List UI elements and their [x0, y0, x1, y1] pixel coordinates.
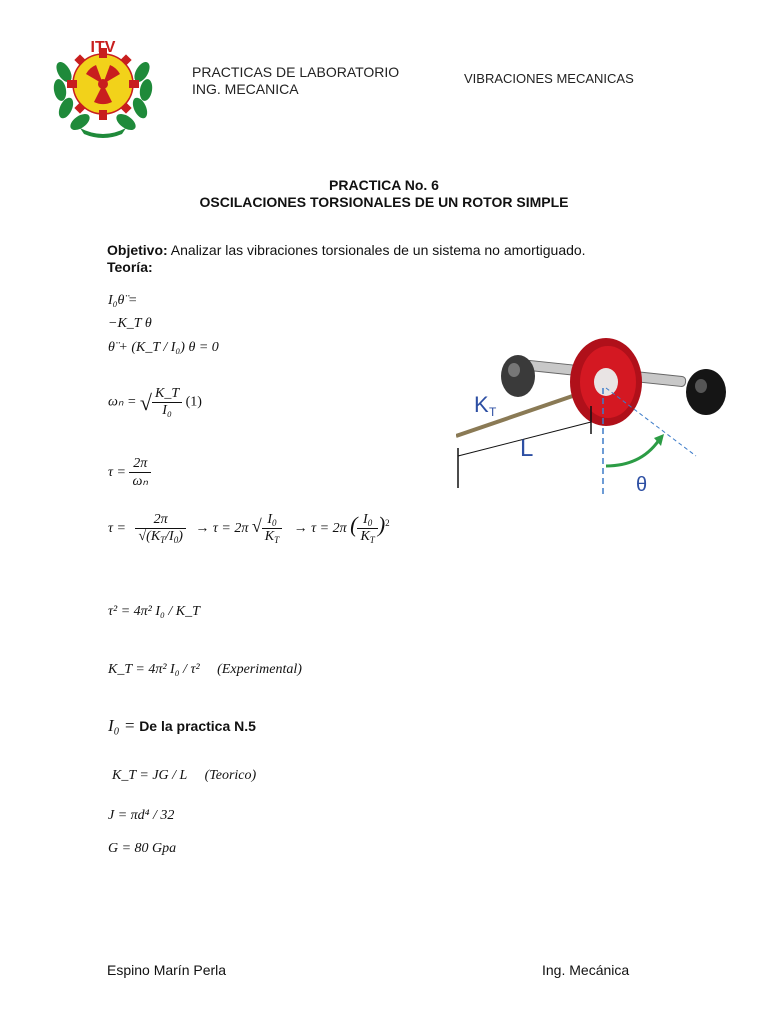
equation-4-lhs: ωₙ =	[108, 394, 137, 410]
torsional-rotor-diagram	[456, 336, 736, 496]
equation-6-exponent: 2	[385, 518, 390, 528]
equation-5-lhs: τ =	[108, 465, 126, 481]
equation-11: J = πd⁴ / 32	[108, 808, 175, 823]
equation-8	[108, 662, 302, 678]
equation-10-formula: K_T = JG / L	[112, 768, 188, 783]
equation-4: ωₙ = √ $\frac{K\_T}{\text{I₀}}$ (1)	[108, 386, 202, 418]
logo-emblem-icon	[50, 32, 156, 138]
header-line-1: PRACTICAS DE LABORATORIO	[192, 64, 400, 80]
equation-8-formula: K_T = 4π² I₀ / τ²	[108, 662, 200, 677]
equation-7: τ² = 4π² I₀ / K_T	[108, 604, 200, 619]
objective	[107, 242, 586, 258]
practice-title: OSCILACIONES TORSIONALES DE UN ROTOR SIMPLE	[199, 194, 569, 210]
label-l: L	[520, 435, 534, 462]
objective-text: Analizar las vibraciones torsionales de un sistema no amortiguado.	[167, 242, 586, 258]
svg-text:ITV: ITV	[90, 39, 116, 56]
equation-5-den: ωₙ	[132, 474, 148, 489]
footer-author: Espino Marín Perla	[107, 962, 227, 978]
equation-4-tag: (1)	[185, 394, 202, 410]
equation-6-c: → τ = 2π	[293, 521, 347, 536]
label-theta: θ	[636, 474, 648, 496]
theory-label: Teoría:	[107, 259, 153, 275]
equation-6-b: → τ = 2π	[195, 521, 249, 536]
itv-logo	[50, 32, 156, 138]
equation-8-note: (Experimental)	[217, 662, 302, 677]
equation-9-lhs: I₀ =	[108, 716, 136, 735]
label-kt: K	[474, 392, 489, 417]
equation-3: θ̈ + (K_T / I₀) θ = 0	[108, 340, 219, 355]
equation-12: G = 80 Gpa	[108, 841, 177, 856]
header-subject: VIBRACIONES MECANICAS	[464, 71, 634, 86]
practice-number: PRACTICA No. 6	[329, 177, 439, 193]
equation-10-note: (Teorico)	[204, 768, 257, 783]
rotor-diagram-icon	[456, 336, 736, 496]
equation-4-den: I₀	[162, 403, 172, 418]
equation-9-text: De la practica N.5	[139, 718, 256, 734]
footer-department: Ing. Mecánica	[542, 962, 630, 978]
equation-9	[108, 716, 256, 736]
equation-5-num: 2π	[129, 456, 150, 473]
equation-2: −K_T θ	[108, 316, 152, 331]
objective-label: Objetivo:	[107, 242, 168, 258]
equation-1: I₀θ̈ =	[108, 293, 138, 308]
label-kt-sub: T	[489, 405, 497, 419]
header-line-2: ING. MECANICA	[192, 81, 299, 97]
equation-6: τ = $\frac{2\pi}{√(K_T/I_0)}$ → τ = 2π √ $\frac{I_0}{K_T}$ → τ = 2π ( $\frac{I_0}{K_T}$ )$^2$	[108, 512, 390, 546]
equation-5	[108, 456, 151, 490]
equation-4-num: K_T	[152, 386, 182, 403]
equation-10	[112, 768, 256, 784]
equation-6-a: τ =	[108, 521, 126, 536]
